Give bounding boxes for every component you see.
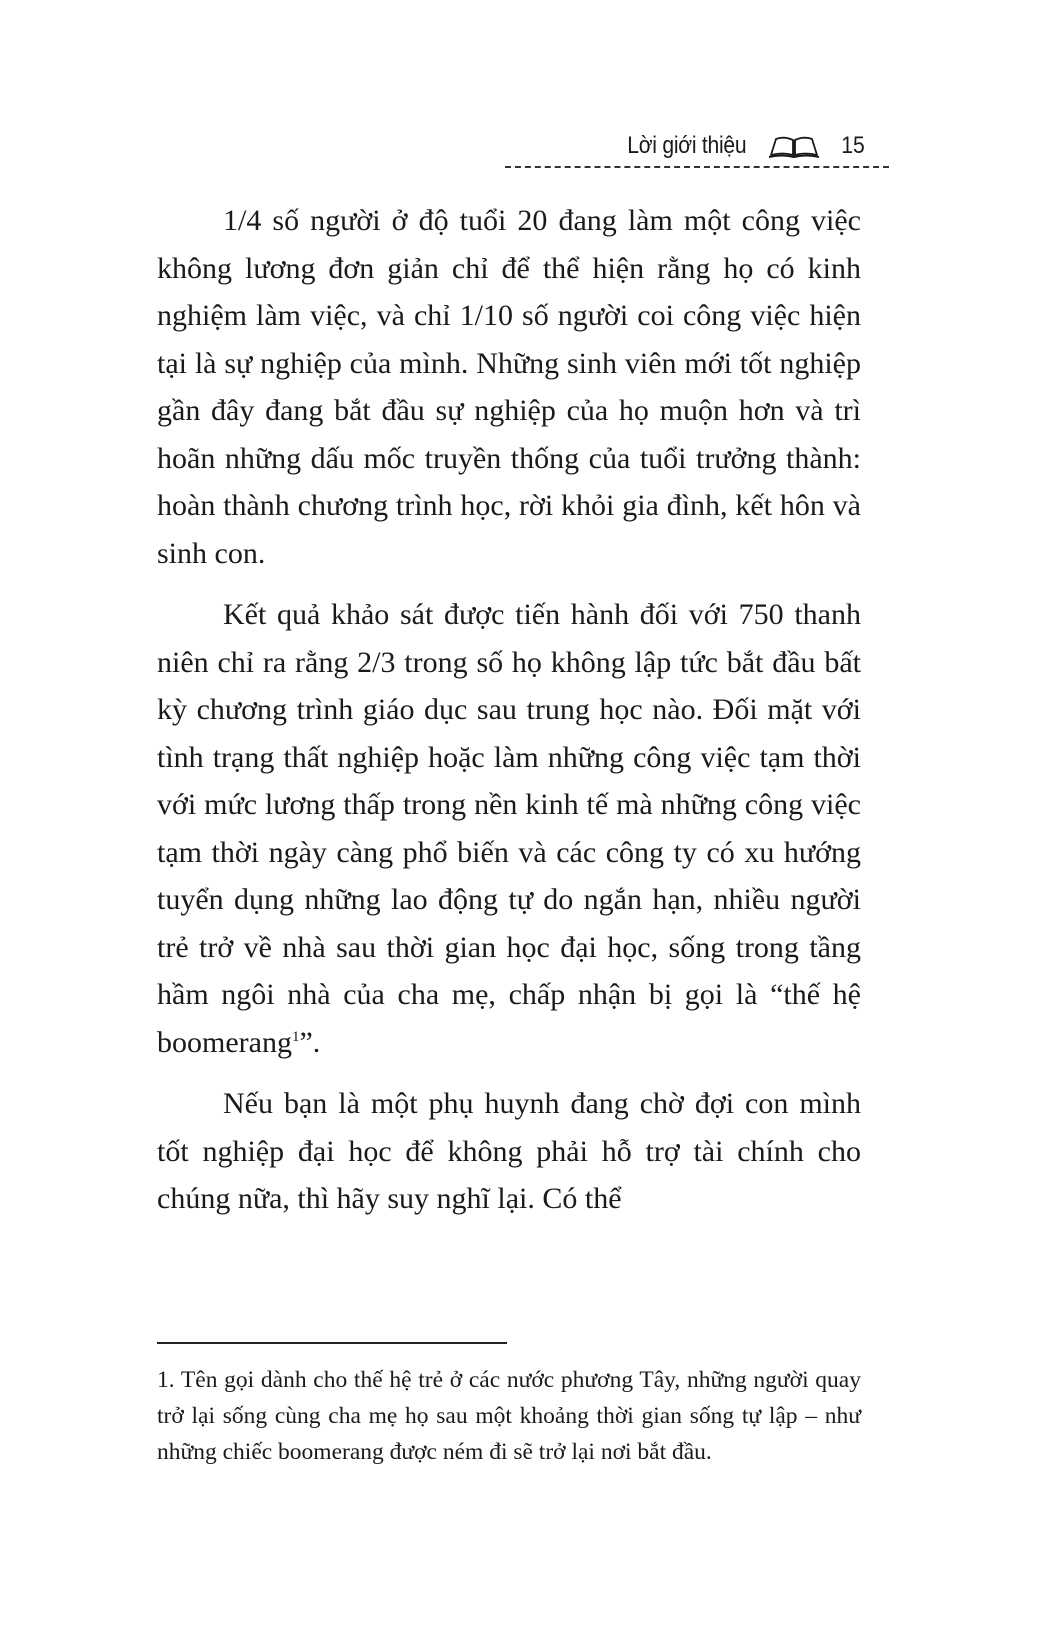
open-book-icon	[768, 133, 820, 159]
paragraph-3: Nếu bạn là một phụ huynh đang chờ đợi con mình tốt nghiệp đại học để không phải hỗ trợ tài chính cho chúng nữa, thì hãy suy nghĩ lại. Có thể	[157, 1087, 861, 1215]
paragraph-1: 1/4 số người ở độ tuổi 20 đang làm một công việc không lương đơn giản chỉ để thể hiện rằng họ có kinh nghiệm làm việc, và chỉ 1/10 số người coi công việc hiện tại là sự nghiệp của mình. Những sinh viên mới tốt nghiệp gần đây đang bắt đầu sự nghiệp của họ muộn hơn và trì hoãn những dấu mốc truyền thống của tuổi trưởng thành: hoàn thành chương trình học, rời khỏi gia đình, kết hôn và sinh con.	[157, 204, 861, 570]
footnote: 1. Tên gọi dành cho thế hệ trẻ ở các nước phương Tây, những người quay trở lại sống cùng cha mẹ họ sau một khoảng thời gian sống tự lập – như những chiếc boomerang được ném đi sẽ trở lại nơi bắt đầu.	[157, 1367, 861, 1465]
paragraph-2-text: Kết quả khảo sát được tiến hành đối với 750 thanh niên chỉ ra rằng 2/3 trong số họ không lập tức bắt đầu bất kỳ chương trình giáo dục sau trung học nào. Đối mặt với tình trạng thất nghiệp hoặc làm những công việc tạm thời với mức lương thấp trong nền kinh tế mà những công việc tạm thời ngày càng phổ biến và các công ty có xu hướng tuyển dụng những lao động tự do ngắn hạn, nhiều người trẻ trở về nhà sau thời gian học đại học, sống trong tầng hầm ngôi nhà của cha mẹ, chấp nhận bị gọi là “thế hệ boomerang	[157, 598, 861, 1059]
paragraph-2-closing: ”.	[299, 1025, 321, 1059]
footnote-reference[interactable]: 1	[291, 1028, 300, 1045]
page-number: 15	[841, 132, 865, 159]
body-text	[157, 197, 861, 1237]
footnote-divider	[157, 1342, 507, 1344]
header-dashed-rule	[505, 166, 889, 168]
section-title: Lời giới thiệu	[627, 132, 747, 159]
running-header	[500, 126, 865, 166]
paragraph-2	[157, 591, 861, 1066]
